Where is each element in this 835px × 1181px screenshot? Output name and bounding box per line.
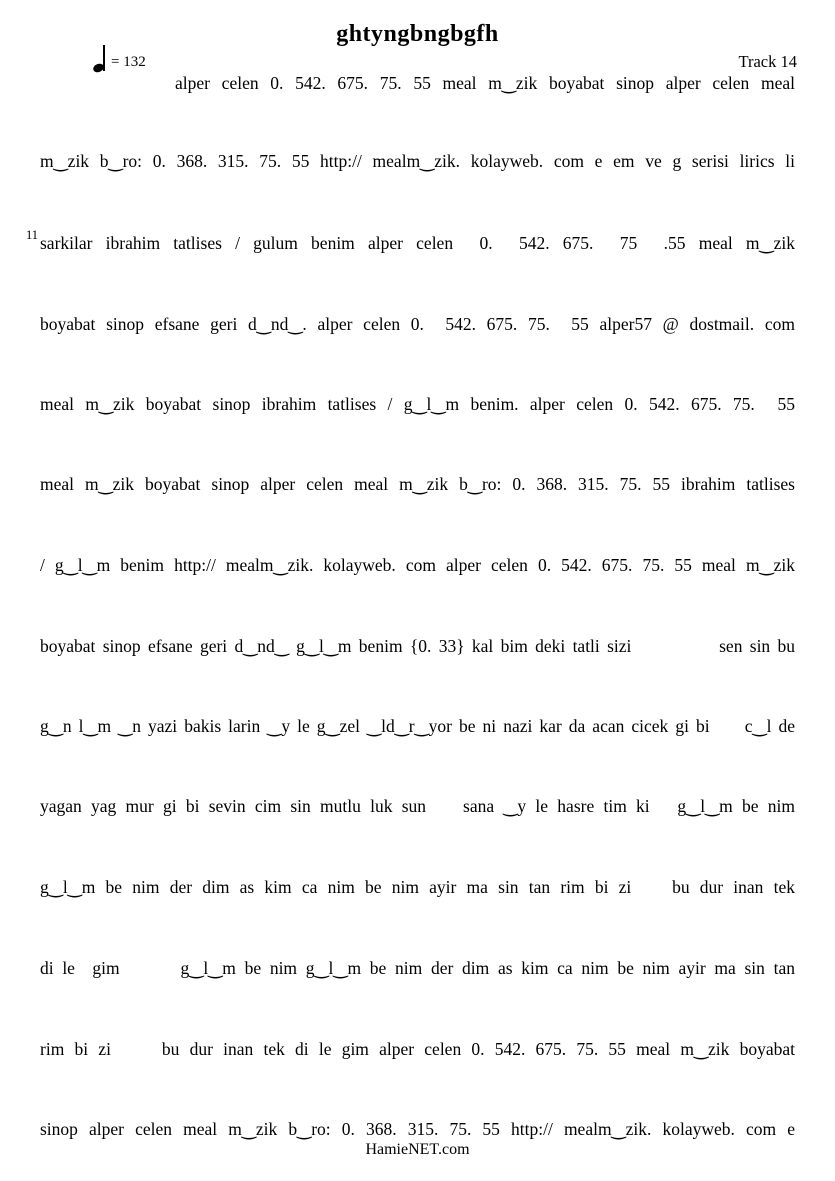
lyrics-line: meal m‿zik boyabat sinop ibrahim tatlises / g‿l‿m benim. alper celen 0. 542. 675. 75. 55 [40, 394, 795, 414]
lyrics-line: sinop alper celen meal m‿zik b‿ro: 0. 368. 315. 75. 55 http:// mealm‿zik. kolayweb. com e [40, 1119, 795, 1139]
footer-site-label: HamieNET.com [365, 1141, 470, 1158]
lyrics-line: g‿l‿m be nim der dim as kim ca nim be nim ayir ma sin tan rim bi zi bu dur inan tek [40, 877, 795, 897]
lyrics-line: g‿n l‿m ‿n yazi bakis larin ‿y le g‿zel ‿ld‿r‿yor be ni nazi kar da acan cicek gi bi c‿l de [40, 716, 795, 736]
lyrics-line: di le gim g‿l‿m be nim g‿l‿m be nim der dim as kim ca nim be nim ayir ma sin tan [40, 958, 795, 978]
lyrics-line [26, 228, 795, 255]
track-label: Track 14 [738, 52, 797, 71]
quarter-note-icon [93, 45, 106, 75]
lyrics-line: boyabat sinop efsane geri d‿nd‿ g‿l‿m benim {0. 33} kal bim deki tatli sizi sen sin bu [40, 636, 795, 656]
lyrics-line: meal m‿zik boyabat sinop alper celen meal m‿zik b‿ro: 0. 368. 315. 75. 55 ibrahim tatlises [40, 474, 795, 494]
note-head [92, 62, 105, 74]
page-title: ghtyngbngbgfh [336, 21, 499, 47]
tempo-value: = 132 [111, 54, 146, 70]
lyrics-line: boyabat sinop efsane geri d‿nd‿. alper celen 0. 542. 675. 75. 55 alper57 @ dostmail. com [40, 314, 795, 334]
lyrics-line: m‿zik b‿ro: 0. 368. 315. 75. 55 http:// mealm‿zik. kolayweb. com e em ve g serisi lirics li [40, 151, 795, 171]
lyrics-line: / g‿l‿m benim http:// mealm‿zik. kolayweb. com alper celen 0. 542. 675. 75. 55 meal m‿zik [40, 555, 795, 575]
tempo-marking [93, 45, 146, 75]
lyrics-line: rim bi zi bu dur inan tek di le gim alper celen 0. 542. 675. 75. 55 meal m‿zik boyabat [40, 1039, 795, 1059]
lyrics-line: yagan yag mur gi bi sevin cim sin mutlu luk sun sana ‿y le hasre tim ki g‿l‿m be nim [40, 796, 795, 816]
lyrics-line-text: sarkilar ibrahim tatlises / gulum benim alper celen 0. 542. 675. 75 .55 meal m‿zik [40, 233, 795, 253]
lyrics-line: alper celen 0. 542. 675. 75. 55 meal m‿zik boyabat sinop alper celen meal [175, 73, 795, 93]
measure-number: 11 [26, 228, 39, 242]
